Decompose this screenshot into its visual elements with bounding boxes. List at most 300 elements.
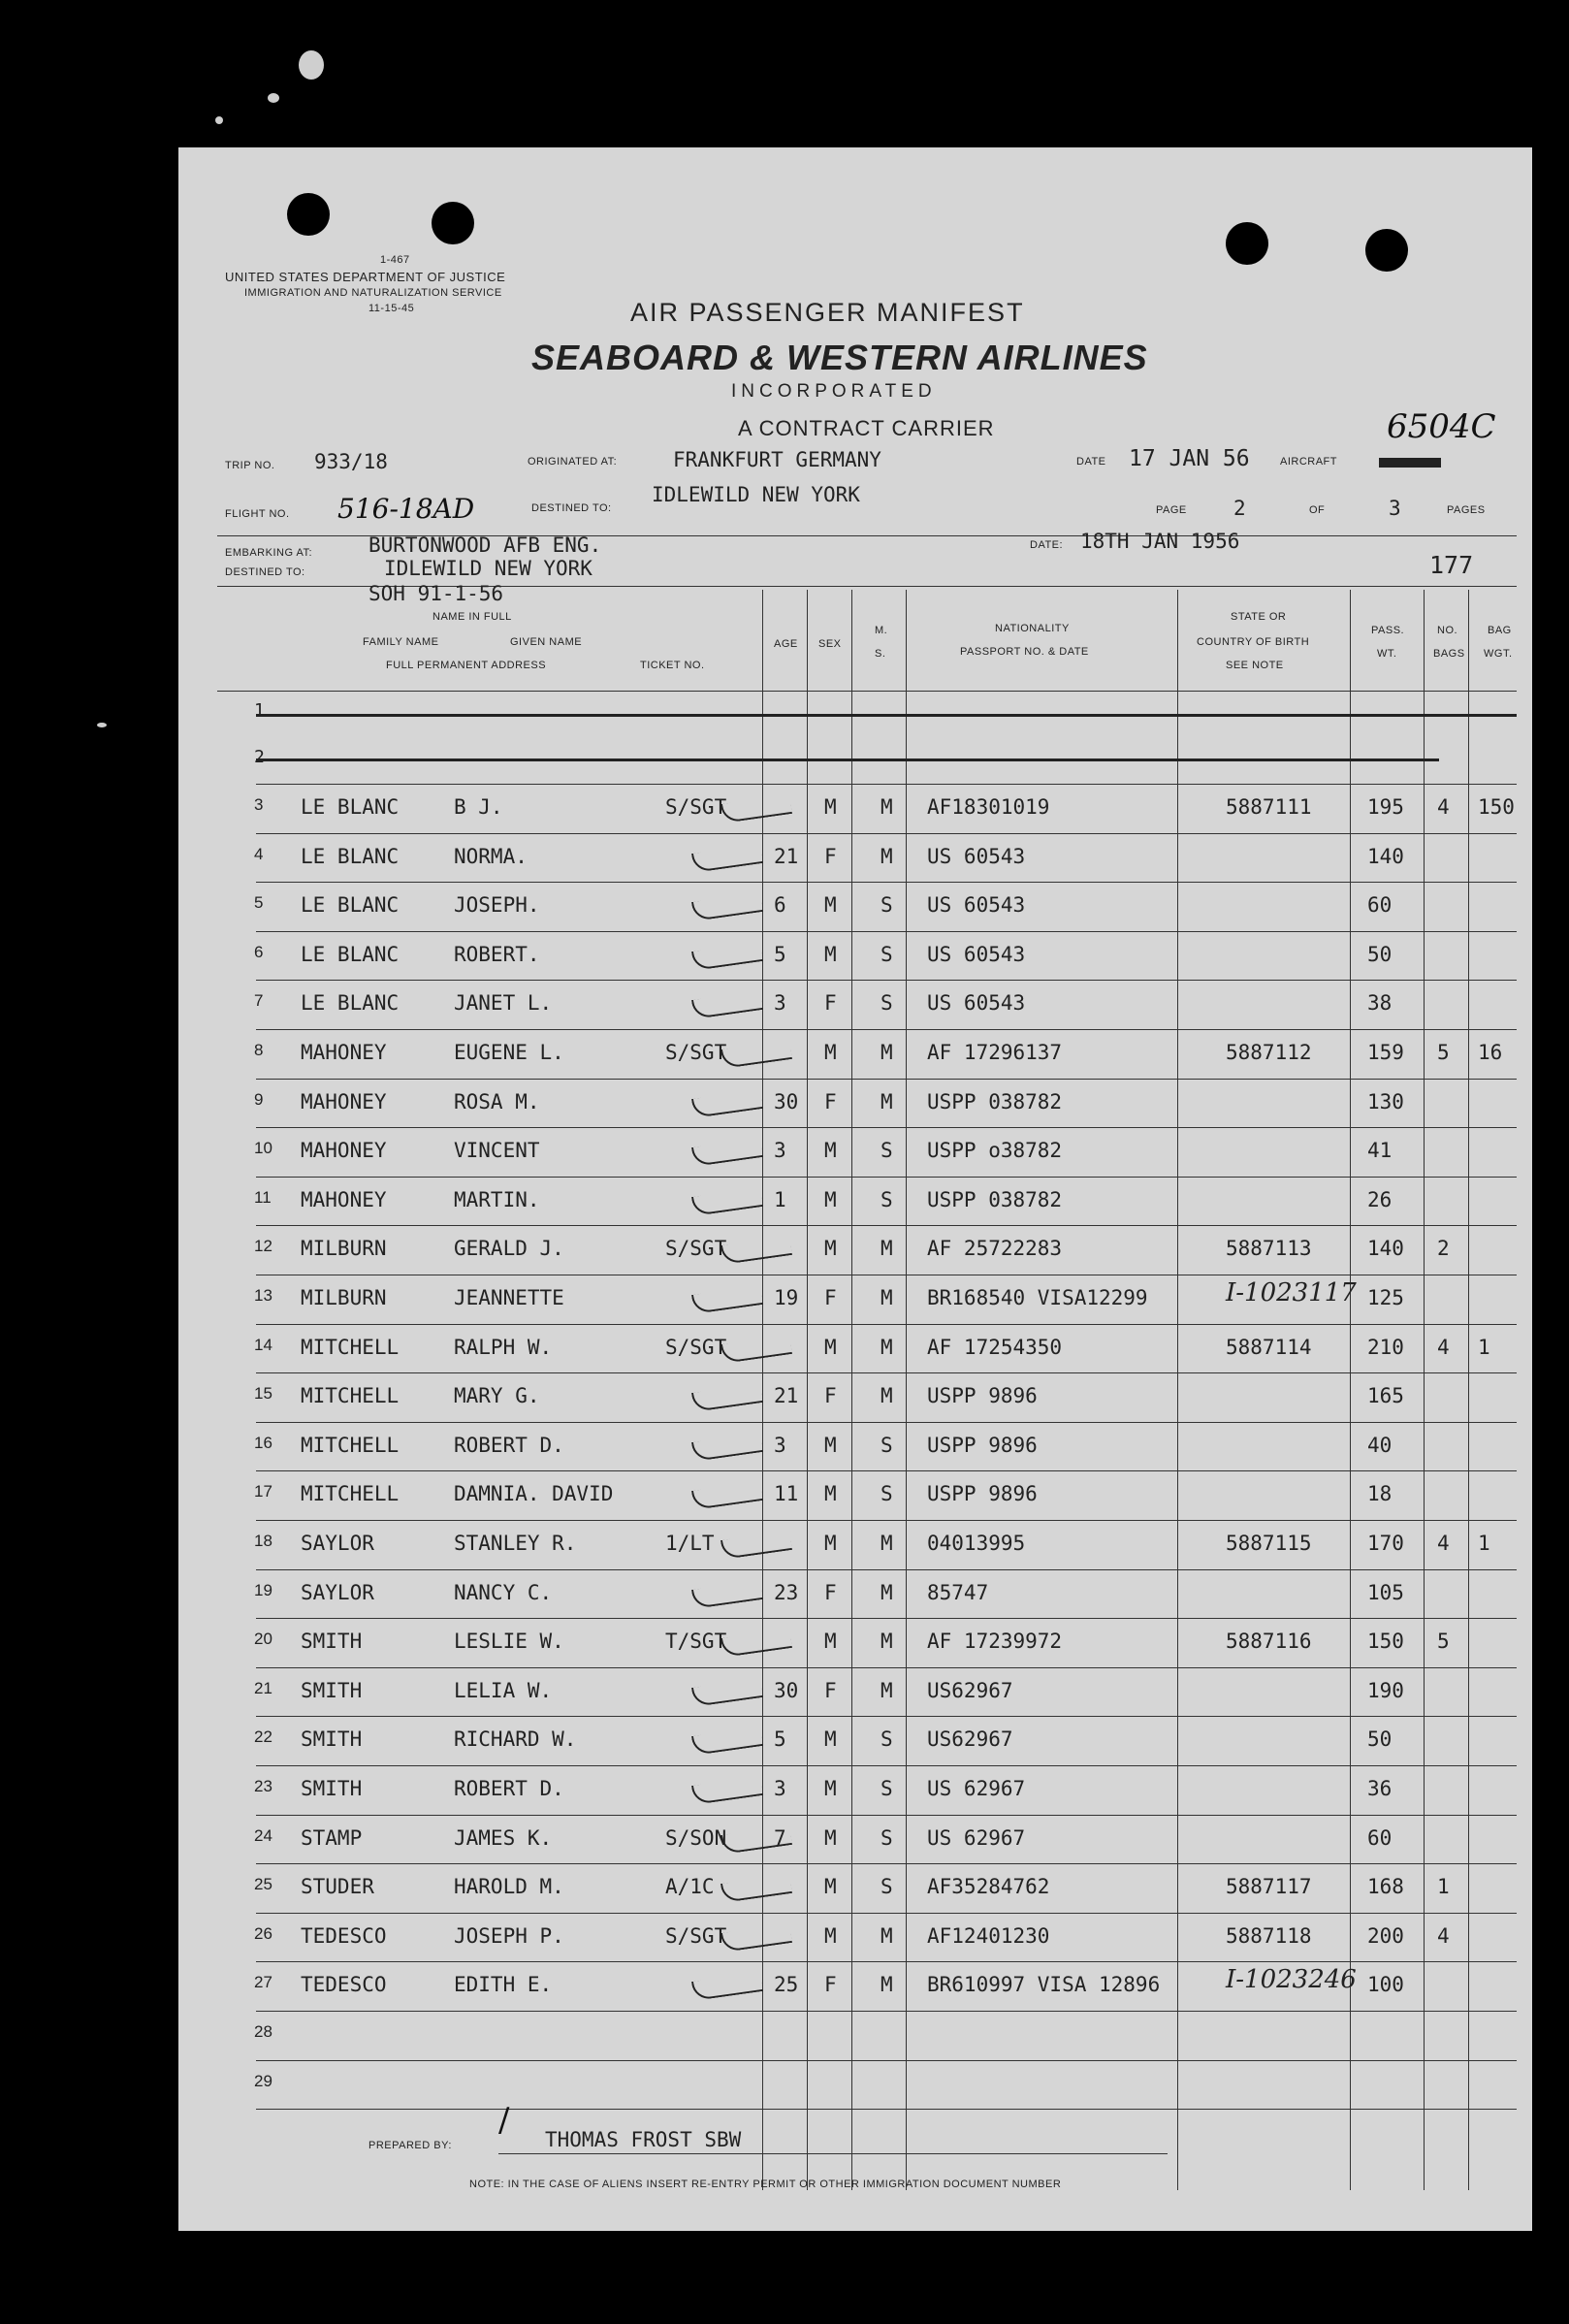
date-label: DATE bbox=[1076, 456, 1106, 468]
col-wgt: WGT. bbox=[1484, 648, 1513, 660]
row-family: MITCHELL bbox=[301, 1335, 400, 1359]
row-given: LESLIE W. bbox=[454, 1630, 564, 1654]
row-passport: US62967 bbox=[927, 1678, 1013, 1702]
row-bags: 4 bbox=[1437, 1532, 1450, 1555]
col-divider bbox=[1468, 590, 1469, 2190]
row-wt: 150 bbox=[1367, 1630, 1404, 1654]
review-check-mark bbox=[691, 1138, 763, 1167]
row-n: 24 bbox=[254, 1825, 272, 1845]
aircraft-label: AIRCRAFT bbox=[1280, 456, 1337, 468]
row-wt: 60 bbox=[1367, 1825, 1393, 1850]
row-rank: S/SGT bbox=[665, 1335, 727, 1359]
row-family: TEDESCO bbox=[301, 1973, 387, 1997]
col-bags: BAGS bbox=[1433, 648, 1465, 660]
review-check-mark bbox=[691, 1383, 763, 1412]
row-rule bbox=[256, 1961, 1517, 1962]
row-passport: AF 25722283 bbox=[927, 1237, 1063, 1261]
row-sex: F bbox=[824, 1580, 837, 1604]
row-passport: 85747 bbox=[927, 1580, 989, 1604]
row-passport: AF12401230 bbox=[927, 1923, 1050, 1948]
review-check-mark bbox=[691, 1481, 763, 1510]
row-age: 5 bbox=[774, 942, 786, 966]
row-sex: M bbox=[824, 1187, 837, 1211]
row-sex: M bbox=[824, 1139, 837, 1163]
row-rule bbox=[256, 1815, 1517, 1816]
row-given: RALPH W. bbox=[454, 1335, 553, 1359]
row-age: 21 bbox=[774, 844, 799, 868]
row-ms: S bbox=[881, 942, 893, 966]
col-state: STATE OR bbox=[1231, 611, 1287, 623]
row-given: STANLEY R. bbox=[454, 1532, 577, 1555]
row-family: LE BLANC bbox=[301, 795, 400, 819]
row-birth: 5887116 bbox=[1226, 1630, 1312, 1654]
row-passport: USPP 038782 bbox=[927, 1089, 1063, 1114]
row-wt: 26 bbox=[1367, 1187, 1393, 1211]
row-n: 13 bbox=[254, 1286, 272, 1305]
row-rule bbox=[256, 1667, 1517, 1668]
row-wt: 190 bbox=[1367, 1678, 1404, 1702]
row-n: 15 bbox=[254, 1384, 272, 1404]
row-family: TEDESCO bbox=[301, 1923, 387, 1948]
review-check-mark bbox=[691, 1776, 763, 1805]
row-rule bbox=[256, 2109, 1517, 2110]
col-ticket: TICKET NO. bbox=[640, 660, 705, 671]
row-family: MAHONEY bbox=[301, 1139, 387, 1163]
row-age: 11 bbox=[774, 1482, 799, 1506]
prepared-rule bbox=[498, 2153, 1168, 2154]
row-rule bbox=[256, 833, 1517, 834]
manifest-sheet bbox=[178, 147, 1532, 2231]
row-ms: M bbox=[881, 1678, 893, 1702]
col-name-in-full: NAME IN FULL bbox=[432, 611, 512, 623]
row-given: RICHARD W. bbox=[454, 1727, 577, 1752]
review-check-mark bbox=[691, 1089, 763, 1118]
row-rule bbox=[256, 2011, 1517, 2012]
row-given: HAROLD M. bbox=[454, 1875, 564, 1899]
row-rule bbox=[256, 1079, 1517, 1080]
struck-row-1 bbox=[256, 714, 1517, 717]
row-ms: M bbox=[881, 844, 893, 868]
row-wt: 40 bbox=[1367, 1433, 1393, 1457]
row-bagwt: 1 bbox=[1478, 1532, 1490, 1555]
date2-label: DATE: bbox=[1030, 539, 1064, 551]
row-rule bbox=[256, 1029, 1517, 1030]
row-sex: M bbox=[824, 1923, 837, 1948]
row-n: 23 bbox=[254, 1777, 272, 1795]
row-n: 12 bbox=[254, 1237, 272, 1256]
row-n: 10 bbox=[254, 1139, 272, 1158]
row-rank: T/SGT bbox=[665, 1630, 727, 1654]
row-birth: 5887115 bbox=[1226, 1532, 1312, 1555]
row-age: 7 bbox=[774, 1825, 786, 1850]
row-passport: US 60543 bbox=[927, 893, 1026, 918]
row-age: 3 bbox=[774, 991, 786, 1016]
row-rule bbox=[256, 1470, 1517, 1471]
row-ms: M bbox=[881, 1286, 893, 1309]
col-see-note: SEE NOTE bbox=[1226, 660, 1284, 671]
row-n: 14 bbox=[254, 1335, 272, 1354]
row-ms: M bbox=[881, 1384, 893, 1408]
row-wt: 140 bbox=[1367, 844, 1404, 868]
row-age: 3 bbox=[774, 1433, 786, 1457]
col-country-birth: COUNTRY OF BIRTH bbox=[1197, 636, 1310, 648]
row-wt: 50 bbox=[1367, 942, 1393, 966]
row-age: 3 bbox=[774, 1777, 786, 1800]
row-rule bbox=[256, 931, 1517, 932]
row-bags: 5 bbox=[1437, 1041, 1450, 1064]
row-age: 23 bbox=[774, 1580, 799, 1604]
col-age: AGE bbox=[774, 638, 798, 650]
of-label: OF bbox=[1309, 504, 1326, 516]
review-check-mark bbox=[691, 990, 763, 1019]
col-divider bbox=[906, 590, 907, 2190]
page-label: PAGE bbox=[1156, 504, 1187, 516]
row-n: 21 bbox=[254, 1678, 272, 1697]
row-bagwt: 16 bbox=[1478, 1041, 1503, 1064]
row-wt: 159 bbox=[1367, 1041, 1404, 1064]
row-wt: 18 bbox=[1367, 1482, 1393, 1506]
row-n: 19 bbox=[254, 1580, 272, 1599]
review-check-mark bbox=[720, 1236, 792, 1265]
col-divider bbox=[1350, 590, 1351, 2190]
row-ms: M bbox=[881, 1237, 893, 1261]
col-passport: PASSPORT NO. & DATE bbox=[960, 646, 1089, 658]
row-passport: AF35284762 bbox=[927, 1875, 1050, 1899]
row-birth: 5887114 bbox=[1226, 1335, 1312, 1359]
trip-label: TRIP NO. bbox=[225, 460, 275, 471]
row-age: 30 bbox=[774, 1089, 799, 1114]
col-wt: WT. bbox=[1377, 648, 1397, 660]
row-family: LE BLANC bbox=[301, 942, 400, 966]
date2-value: 18TH JAN 1956 bbox=[1080, 530, 1240, 553]
row-family: MITCHELL bbox=[301, 1384, 400, 1408]
col-no: NO. bbox=[1437, 625, 1458, 636]
row-bags: 2 bbox=[1437, 1237, 1450, 1261]
row-sex: M bbox=[824, 1041, 837, 1064]
footer-note: NOTE: IN THE CASE OF ALIENS INSERT RE-ENTRY PERMIT OR OTHER IMMIGRATION DOCUMENT NUMBER bbox=[469, 2179, 1062, 2190]
row-family: MITCHELL bbox=[301, 1433, 400, 1457]
punch-hole bbox=[1226, 222, 1268, 265]
aircraft-strikeout bbox=[1379, 458, 1441, 468]
row-ms: S bbox=[881, 893, 893, 918]
destined-value: IDLEWILD NEW YORK bbox=[652, 483, 860, 506]
row-rule bbox=[256, 980, 1517, 981]
row-bagwt: 150 bbox=[1478, 795, 1515, 819]
review-check-mark bbox=[720, 1335, 792, 1364]
row-ms: S bbox=[881, 1777, 893, 1800]
date-value: 17 JAN 56 bbox=[1129, 446, 1250, 471]
row-bagwt: 1 bbox=[1478, 1335, 1490, 1359]
embarking-label: EMBARKING AT: bbox=[225, 547, 313, 559]
row-wt: 125 bbox=[1367, 1286, 1404, 1309]
row-birth: 5887117 bbox=[1226, 1875, 1312, 1899]
struck-row-1-number: 1 bbox=[254, 700, 265, 721]
destined2-label: DESTINED TO: bbox=[225, 566, 305, 578]
page-number: 177 bbox=[1429, 551, 1474, 579]
row-sex: F bbox=[824, 991, 837, 1016]
row-sex: M bbox=[824, 1335, 837, 1359]
row-n: 17 bbox=[254, 1482, 272, 1501]
row-n: 18 bbox=[254, 1532, 272, 1550]
struck-row-2 bbox=[256, 759, 1439, 761]
originated-value: FRANKFURT GERMANY bbox=[673, 448, 881, 471]
review-check-mark bbox=[691, 1972, 763, 2001]
row-bags: 5 bbox=[1437, 1630, 1450, 1654]
row-sex: M bbox=[824, 1777, 837, 1800]
row-given: ROBERT D. bbox=[454, 1777, 564, 1800]
row-passport: US 62967 bbox=[927, 1825, 1026, 1850]
row-bags: 4 bbox=[1437, 1923, 1450, 1948]
row-given: VINCENT bbox=[454, 1139, 540, 1163]
row-ms: S bbox=[881, 1433, 893, 1457]
row-wt: 100 bbox=[1367, 1973, 1404, 1997]
row-sex: M bbox=[824, 942, 837, 966]
row-family: SMITH bbox=[301, 1777, 363, 1800]
dust-speck bbox=[97, 723, 107, 727]
row-age: 19 bbox=[774, 1286, 799, 1309]
row-family: MAHONEY bbox=[301, 1089, 387, 1114]
row-n: 29 bbox=[254, 2071, 272, 2090]
row-passport: AF18301019 bbox=[927, 795, 1050, 819]
row-given: DAMNIA. DAVID bbox=[454, 1482, 614, 1506]
row-n: 26 bbox=[254, 1923, 272, 1943]
row-given: EDITH E. bbox=[454, 1973, 553, 1997]
row-family: STUDER bbox=[301, 1875, 374, 1899]
row-rank: S/SGT bbox=[665, 795, 727, 819]
row-n: 9 bbox=[254, 1089, 264, 1109]
row-birth: 5887118 bbox=[1226, 1923, 1312, 1948]
row-family: LE BLANC bbox=[301, 844, 400, 868]
row-wt: 105 bbox=[1367, 1580, 1404, 1604]
destined-label: DESTINED TO: bbox=[531, 502, 612, 514]
row-age: 5 bbox=[774, 1727, 786, 1752]
flight-number: 516-18AD bbox=[337, 493, 475, 525]
prepared-label: PREPARED BY: bbox=[368, 2140, 452, 2151]
col-bag: BAG bbox=[1488, 625, 1512, 636]
row-passport: USPP o38782 bbox=[927, 1139, 1063, 1163]
row-family: LE BLANC bbox=[301, 893, 400, 918]
row-birth: 5887112 bbox=[1226, 1041, 1312, 1064]
row-rank: 1/LT bbox=[665, 1532, 715, 1555]
row-rank: S/SGT bbox=[665, 1923, 727, 1948]
pages-label: PAGES bbox=[1447, 504, 1486, 516]
row-sex: M bbox=[824, 795, 837, 819]
row-sex: M bbox=[824, 1433, 837, 1457]
trip-number: 933/18 bbox=[314, 450, 388, 473]
row-rule bbox=[256, 1863, 1517, 1864]
row-ms: M bbox=[881, 1532, 893, 1555]
row-bags: 1 bbox=[1437, 1875, 1450, 1899]
prepared-by: THOMAS FROST SBW bbox=[545, 2128, 742, 2151]
row-wt: 36 bbox=[1367, 1777, 1393, 1800]
row-wt: 41 bbox=[1367, 1139, 1393, 1163]
dust-speck bbox=[215, 116, 223, 124]
row-age: 3 bbox=[774, 1139, 786, 1163]
row-n: 25 bbox=[254, 1875, 272, 1894]
row-given: EUGENE L. bbox=[454, 1041, 564, 1064]
row-sex: M bbox=[824, 1532, 837, 1555]
row-n: 5 bbox=[254, 893, 264, 913]
row-rule bbox=[256, 1225, 1517, 1226]
row-rule bbox=[256, 2060, 1517, 2061]
row-given: JOSEPH P. bbox=[454, 1923, 564, 1948]
row-birth: I-1023246 bbox=[1226, 1965, 1357, 1995]
row-wt: 210 bbox=[1367, 1335, 1404, 1359]
row-passport: USPP 9896 bbox=[927, 1433, 1038, 1457]
row-sex: M bbox=[824, 1727, 837, 1752]
review-check-mark bbox=[691, 1433, 763, 1462]
review-check-mark bbox=[691, 1678, 763, 1707]
row-given: JOSEPH. bbox=[454, 893, 540, 918]
service-name: IMMIGRATION AND NATURALIZATION SERVICE bbox=[244, 287, 502, 299]
row-passport: US 60543 bbox=[927, 942, 1026, 966]
row-age: 6 bbox=[774, 893, 786, 918]
col-ms-m: M. bbox=[875, 625, 888, 636]
review-check-mark bbox=[720, 1531, 792, 1560]
review-check-mark bbox=[720, 1825, 792, 1855]
col-given-name: GIVEN NAME bbox=[510, 636, 583, 648]
row-given: ROBERT. bbox=[454, 942, 540, 966]
row-wt: 38 bbox=[1367, 991, 1393, 1016]
row-sex: M bbox=[824, 1630, 837, 1654]
row-family: MAHONEY bbox=[301, 1041, 387, 1064]
row-n: 7 bbox=[254, 991, 264, 1011]
row-passport: US 62967 bbox=[927, 1777, 1026, 1800]
row-given: MARTIN. bbox=[454, 1187, 540, 1211]
carrier-type: A CONTRACT CARRIER bbox=[738, 416, 995, 440]
row-ms: S bbox=[881, 1187, 893, 1211]
row-rule bbox=[256, 1618, 1517, 1619]
row-birth: 5887111 bbox=[1226, 795, 1312, 819]
col-divider bbox=[1424, 590, 1425, 2190]
row-wt: 200 bbox=[1367, 1923, 1404, 1948]
row-rule bbox=[256, 1177, 1517, 1178]
row-n: 16 bbox=[254, 1433, 272, 1452]
row-rule bbox=[256, 1765, 1517, 1766]
row-given: JAMES K. bbox=[454, 1825, 553, 1850]
row-passport: AF 17254350 bbox=[927, 1335, 1063, 1359]
col-nationality: NATIONALITY bbox=[995, 623, 1070, 634]
row-given: JEANNETTE bbox=[454, 1286, 564, 1309]
reference-code: SOH 91-1-56 bbox=[368, 582, 504, 605]
row-ms: M bbox=[881, 1041, 893, 1064]
embarking-value: BURTONWOOD AFB ENG. bbox=[368, 533, 602, 557]
manifest-title: AIR PASSENGER MANIFEST bbox=[630, 298, 1025, 327]
airline-name: SEABOARD & WESTERN AIRLINES bbox=[531, 338, 1148, 377]
prepared-slash: / bbox=[498, 2101, 510, 2140]
row-given: GERALD J. bbox=[454, 1237, 564, 1261]
aircraft-value: 6504C bbox=[1387, 407, 1496, 446]
row-bags: 4 bbox=[1437, 795, 1450, 819]
row-bags: 4 bbox=[1437, 1335, 1450, 1359]
col-divider bbox=[851, 590, 852, 2190]
row-age: 1 bbox=[774, 1187, 786, 1211]
row-sex: F bbox=[824, 1286, 837, 1309]
row-family: SMITH bbox=[301, 1678, 363, 1702]
originated-label: ORIGINATED AT: bbox=[528, 456, 618, 468]
row-family: LE BLANC bbox=[301, 991, 400, 1016]
row-ms: M bbox=[881, 1335, 893, 1359]
row-rule bbox=[256, 1569, 1517, 1570]
row-ms: S bbox=[881, 1825, 893, 1850]
punch-hole bbox=[1365, 229, 1408, 272]
row-sex: F bbox=[824, 1678, 837, 1702]
row-birth: I-1023117 bbox=[1226, 1278, 1357, 1307]
review-check-mark bbox=[691, 892, 763, 921]
row-passport: USPP 038782 bbox=[927, 1187, 1063, 1211]
row-ms: M bbox=[881, 1089, 893, 1114]
row-wt: 165 bbox=[1367, 1384, 1404, 1408]
department-name: UNITED STATES DEPARTMENT OF JUSTICE bbox=[225, 270, 506, 284]
dust-speck bbox=[268, 93, 279, 103]
struck-row-2-number: 2 bbox=[254, 747, 265, 767]
row-wt: 168 bbox=[1367, 1875, 1404, 1899]
row-n: 3 bbox=[254, 795, 264, 814]
review-check-mark bbox=[691, 1285, 763, 1314]
row-family: SAYLOR bbox=[301, 1532, 374, 1555]
row-ms: S bbox=[881, 1139, 893, 1163]
row-rank: S/SGT bbox=[665, 1041, 727, 1064]
row-n: 28 bbox=[254, 2022, 272, 2041]
row-wt: 170 bbox=[1367, 1532, 1404, 1555]
row-family: STAMP bbox=[301, 1825, 363, 1850]
row-passport: AF 17239972 bbox=[927, 1630, 1063, 1654]
row-rule bbox=[256, 882, 1517, 883]
review-check-mark bbox=[691, 1727, 763, 1756]
row-wt: 140 bbox=[1367, 1237, 1404, 1261]
row-n: 6 bbox=[254, 942, 264, 961]
review-check-mark bbox=[691, 1580, 763, 1609]
col-divider bbox=[807, 590, 808, 2190]
row-birth: 5887113 bbox=[1226, 1237, 1312, 1261]
row-sex: M bbox=[824, 1825, 837, 1850]
row-rule bbox=[256, 1716, 1517, 1717]
row-family: MILBURN bbox=[301, 1237, 387, 1261]
row-sex: F bbox=[824, 1973, 837, 1997]
row-family: MAHONEY bbox=[301, 1187, 387, 1211]
row-wt: 195 bbox=[1367, 795, 1404, 819]
row-ms: M bbox=[881, 1580, 893, 1604]
row-family: MILBURN bbox=[301, 1286, 387, 1309]
row-sex: M bbox=[824, 1875, 837, 1899]
row-wt: 50 bbox=[1367, 1727, 1393, 1752]
dust-speck bbox=[299, 50, 324, 80]
flight-label: FLIGHT NO. bbox=[225, 508, 290, 520]
row-n: 27 bbox=[254, 1973, 272, 1992]
review-check-mark bbox=[720, 1923, 792, 1953]
row-ms: S bbox=[881, 1482, 893, 1506]
row-n: 11 bbox=[254, 1187, 272, 1207]
row-age: 21 bbox=[774, 1384, 799, 1408]
col-divider bbox=[1177, 590, 1178, 2190]
col-address: FULL PERMANENT ADDRESS bbox=[386, 660, 547, 671]
row-ms: M bbox=[881, 1973, 893, 1997]
row-n: 4 bbox=[254, 844, 264, 863]
row-given: NORMA. bbox=[454, 844, 528, 868]
pages-value: 3 bbox=[1389, 497, 1401, 520]
row-rule bbox=[256, 784, 1517, 785]
row-passport: US62967 bbox=[927, 1727, 1013, 1752]
row-sex: M bbox=[824, 1237, 837, 1261]
table-top-rule bbox=[217, 691, 1517, 692]
punch-hole bbox=[432, 202, 474, 244]
row-n: 20 bbox=[254, 1630, 272, 1649]
destined2-value: IDLEWILD NEW YORK bbox=[384, 557, 592, 580]
row-ms: S bbox=[881, 991, 893, 1016]
row-sex: F bbox=[824, 1384, 837, 1408]
row-rank: S/SON bbox=[665, 1825, 727, 1850]
row-sex: F bbox=[824, 1089, 837, 1114]
